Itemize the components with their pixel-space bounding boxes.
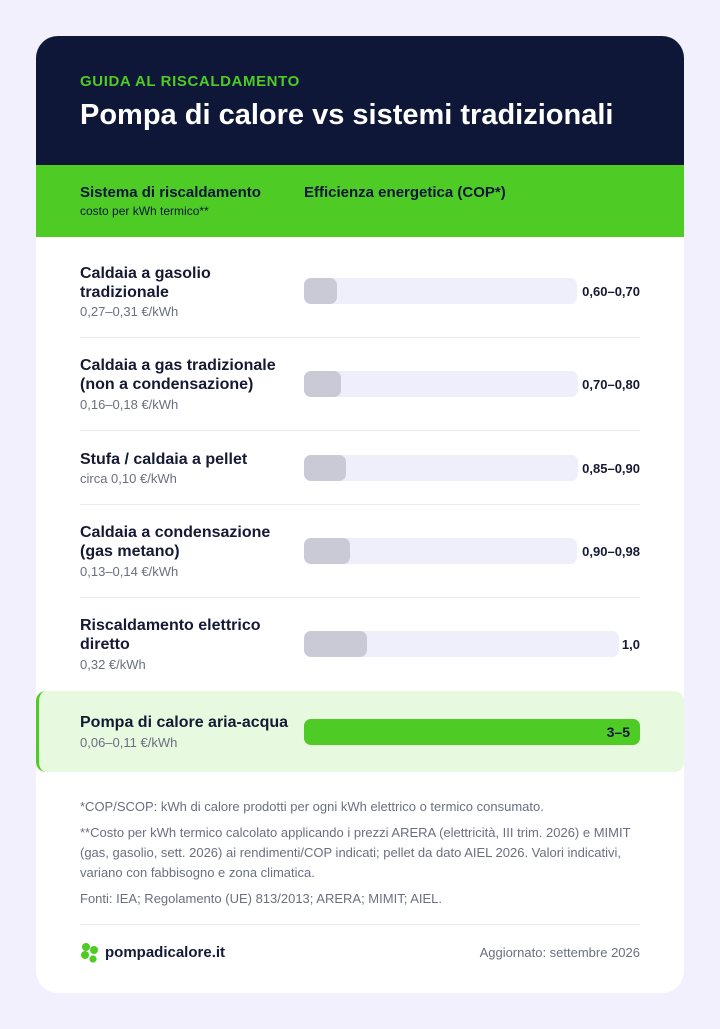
footnotes xyxy=(80,797,640,915)
bar-track xyxy=(304,538,577,564)
system-cost: 0,13–0,14 €/kWh xyxy=(80,564,179,579)
bar-track xyxy=(304,631,619,657)
system-name: Caldaia a gas tradizionale (non a condensazione) xyxy=(80,357,276,393)
bar-track xyxy=(304,371,578,397)
updated-date: Aggiornato: settembre 2026 xyxy=(479,945,640,960)
header xyxy=(36,36,684,165)
bar-track xyxy=(304,455,578,481)
column-header-system: Sistema di riscaldamento xyxy=(80,184,261,201)
system-name: Stufa / caldaia a pellet xyxy=(80,451,248,468)
system-cost: circa 0,10 €/kWh xyxy=(80,471,177,486)
data-label: 1,0 xyxy=(621,637,640,652)
system-name: Caldaia a condensazione (gas metano) xyxy=(80,524,271,560)
footnote-sources: Fonti: IEA; Regolamento (UE) 813/2013; ARERA; MIMIT; AIEL. xyxy=(80,891,442,906)
table-row xyxy=(36,598,684,691)
system-cost: 0,27–0,31 €/kWh xyxy=(80,304,179,319)
table-row xyxy=(36,431,684,505)
system-cost: 0,06–0,11 €/kWh xyxy=(80,735,178,750)
system-cost: 0,32 €/kWh xyxy=(80,657,146,672)
data-label: 0,60–0,70 xyxy=(582,284,640,299)
table-row xyxy=(36,505,684,598)
bar-highlight xyxy=(304,719,640,745)
eyebrow: GUIDA AL RISCALDAMENTO xyxy=(80,73,300,90)
system-name: Pompa di calore aria-acqua xyxy=(80,714,289,731)
table-row xyxy=(36,338,684,431)
table-row xyxy=(36,237,684,338)
data-label: 3–5 xyxy=(606,724,630,740)
bar xyxy=(304,455,346,481)
bar xyxy=(304,631,367,657)
bar-track xyxy=(304,278,577,304)
data-label: 0,85–0,90 xyxy=(582,461,640,476)
bar xyxy=(304,371,341,397)
logo-text: pompadicalore.it xyxy=(105,943,226,961)
column-header-efficiency: Efficienza energetica (COP*) xyxy=(304,184,506,201)
system-name: Caldaia a gasolio tradizionale xyxy=(80,265,211,301)
leaf-cluster-icon xyxy=(80,941,100,963)
footnote-cop: *COP/SCOP: kWh di calore prodotti per ogni kWh elettrico o termico consumato. xyxy=(80,799,544,814)
system-name: Riscaldamento elettrico diretto xyxy=(80,617,261,653)
bar xyxy=(304,538,350,564)
footnote-cost: **Costo per kWh termico calcolato applicando i prezzi ARERA (elettricità, III trim. 2026) e MIMIT (gas, gasolio, sett. 2026) ai rendimenti/COP indicati; pellet da dato AIEL 2026. Valori indicativi, variano con fabbisogno e zona climatica. xyxy=(80,825,631,880)
data-label: 0,90–0,98 xyxy=(582,544,640,559)
table-row-highlight xyxy=(36,691,684,772)
footer-divider xyxy=(80,924,640,925)
page-title: Pompa di calore vs sistemi tradizionali xyxy=(80,99,614,131)
column-header-system-sub: costo per kWh termico** xyxy=(80,204,209,218)
data-label: 0,70–0,80 xyxy=(582,377,640,392)
logo xyxy=(80,940,225,964)
column-header-bar xyxy=(36,165,684,237)
system-cost: 0,16–0,18 €/kWh xyxy=(80,397,179,412)
bar xyxy=(304,278,337,304)
infographic-card xyxy=(36,36,684,993)
